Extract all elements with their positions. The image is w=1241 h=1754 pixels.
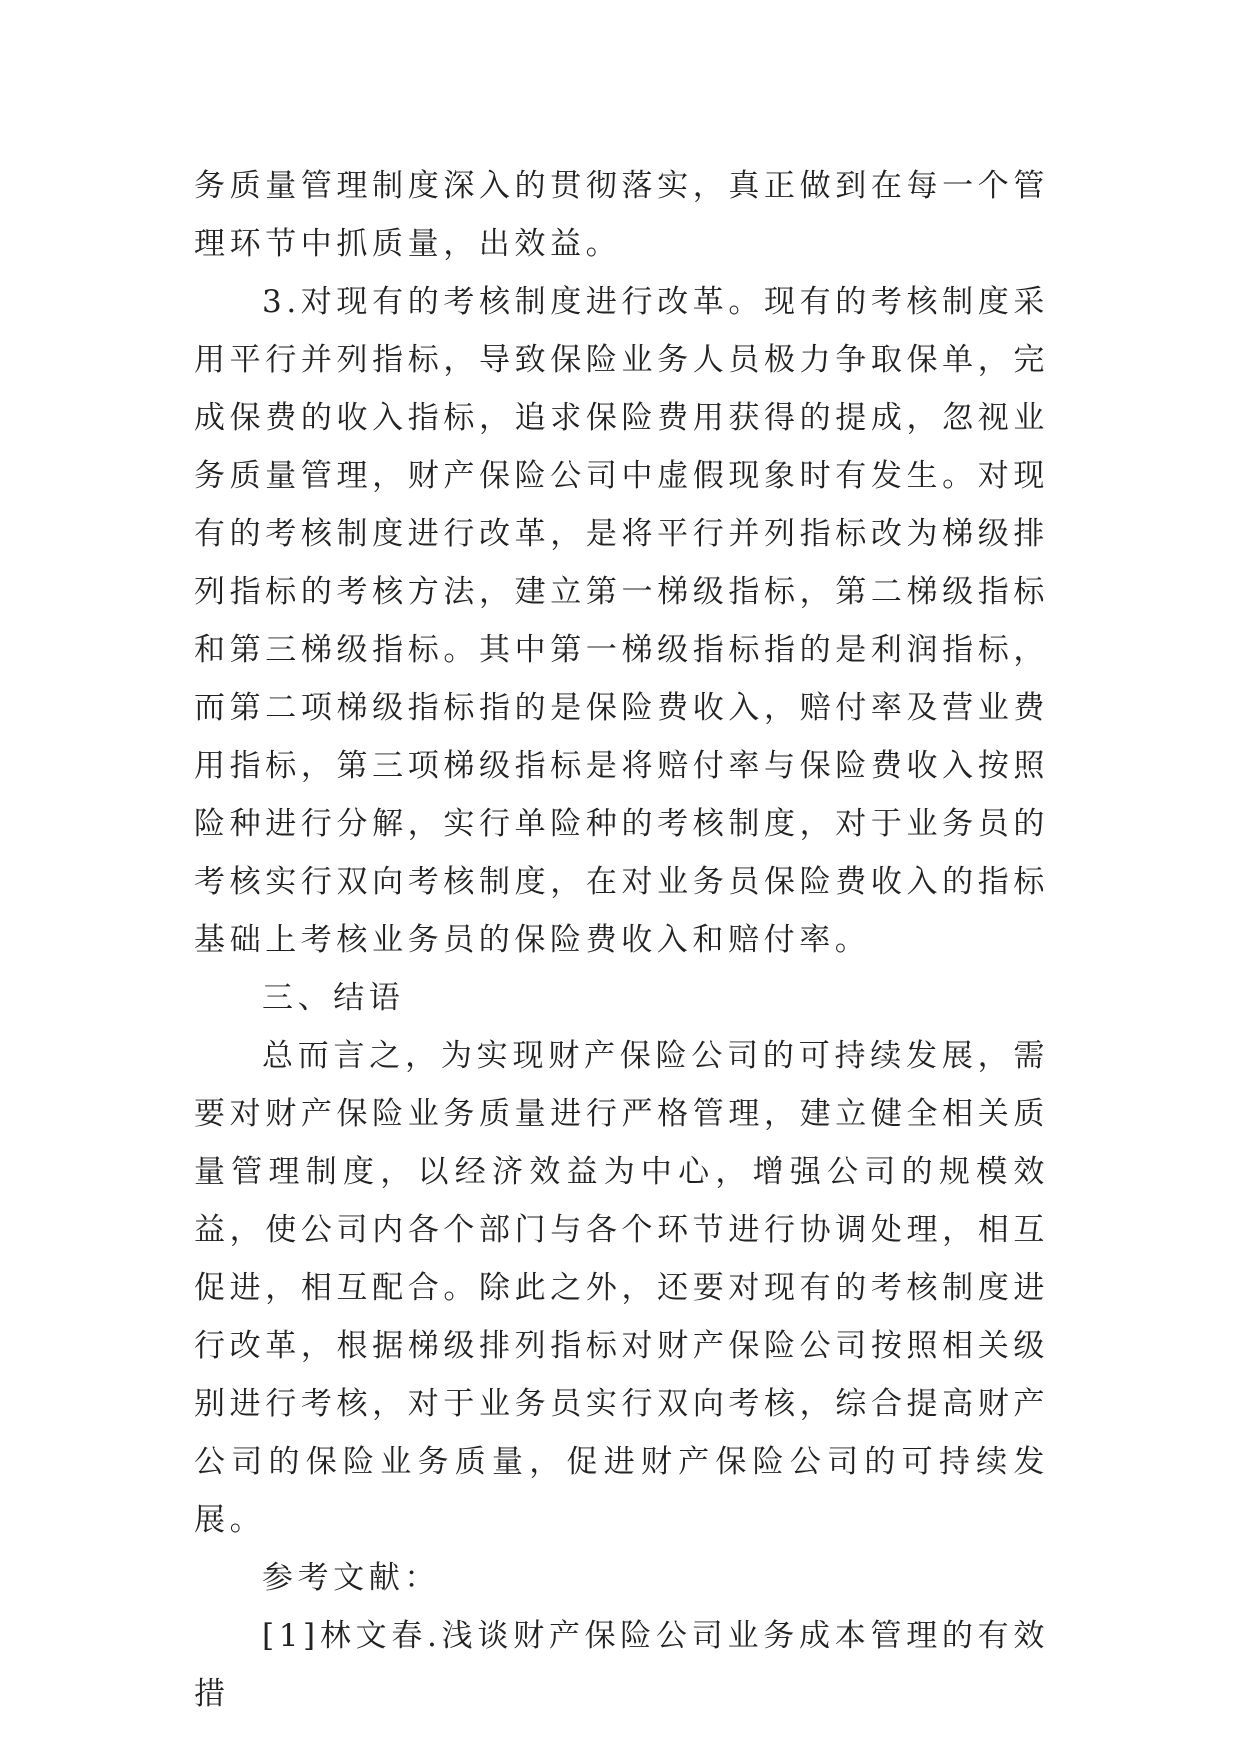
paragraph-continuation: 务质量管理制度深入的贯彻落实，真正做到在每一个管理环节中抓质量，出效益。 [194, 168, 1049, 262]
reference-item-1: [1]林文春.浅谈财产保险公司业务成本管理的有效措 [194, 1618, 1049, 1712]
paragraph-conclusion: 总而言之，为实现财产保险公司的可持续发展，需要对财产保险业务质量进行严格管理，建立健全相关质量管理制度，以经济效益为中心，增强公司的规模效益，使公司内各个部门与各个环节进行协调处理，相互促进，相互配合。除此之外，还要对现有的考核制度进行改革，根据梯级排列指标对财产保险公司按照相关级别进行考核，对于业务员实行双向考核，综合提高财产公司的保险业务质量，促进财产保险公司的可持续发展。 [194, 1038, 1049, 1538]
section-heading-conclusion: 三、结语 [262, 980, 405, 1016]
paragraph-assessment-reform: 3.对现有的考核制度进行改革。现有的考核制度采用平行并列指标，导致保险业务人员极力争取保单，完成保费的收入指标，追求保险费用获得的提成，忽视业务质量管理，财产保险公司中虚假现象时有发生。对现有的考核制度进行改革，是将平行并列指标改为梯级排列指标的考核方法，建立第一梯级指标，第二梯级指标和第三梯级指标。其中第一梯级指标指的是利润指标，而第二项梯级指标指的是保险费收入，赔付率及营业费用指标，第三项梯级指标是将赔付率与保险费收入按照险种进行分解，实行单险种的考核制度，对于业务员的考核实行双向考核制度，在对业务员保险费收入的指标基础上考核业务员的保险费收入和赔付率。 [194, 284, 1049, 958]
section-heading-references: 参考文献： [262, 1560, 440, 1596]
document-page [194, 157, 1049, 1723]
